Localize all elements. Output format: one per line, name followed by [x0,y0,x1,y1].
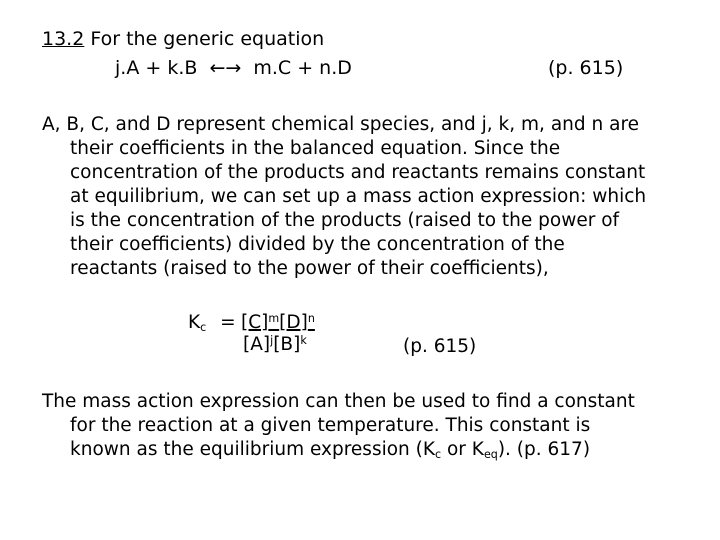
num-d: [D] [279,312,308,333]
paragraph-line: A, B, C, and D represent chemical species, and j, k, m, and n are [42,114,640,135]
kc-denominator [243,333,307,357]
den-a: [A] [243,334,271,355]
kc-symbol [188,311,236,335]
den-k: k [300,333,307,347]
kc-k: K [188,312,201,333]
paragraph-line: is the concentration of the products (raised to the power of [70,210,620,231]
paragraph-line: their coefficients) divided by the concentration of the [70,234,565,255]
line3-post: ). (p. 617) [497,439,591,460]
paragraph-line: their coefficients in the balanced equation. Since the [70,138,561,159]
paragraph-line: reactants (raised to the power of their coefficients), [70,258,549,279]
paragraph-line: for the reaction at a given temperature. This constant is [70,415,591,436]
paragraph-explanation [42,113,692,281]
equilibrium-arrow-icon: ←→ [209,57,242,79]
section-heading [42,27,324,51]
equation-page-ref: (p. 615) [548,57,624,79]
den-b: [B] [273,334,301,355]
kc-numerator [241,311,315,335]
paragraph-constant [42,390,635,462]
paragraph-line: at equilibrium, we can set up a mass action expression: which [70,186,647,207]
paragraph-line: The mass action expression can then be used to find a constant [42,391,635,412]
keq-sub: eq [483,447,498,461]
kc-equals: = [220,312,236,333]
den-j: j [270,333,274,347]
equation-reactants: j.A + k.B [115,57,198,79]
num-n: n [307,311,315,325]
paragraph-line: concentration of the products and reactants remains constant [70,162,646,183]
num-m: m [268,311,280,325]
line3-pre: known as the equilibrium expression (K [70,439,435,460]
equation-products: m.C + n.D [253,57,352,79]
section-number: 13.2 [42,28,85,50]
generic-equation [115,56,352,80]
kc-subscript: c [200,320,207,334]
num-c: [C] [241,312,269,333]
paragraph-line [42,438,635,462]
kc-sub: c [435,447,442,461]
kc-page-ref: (p. 615) [403,336,477,357]
line3-mid: or K [441,439,484,460]
section-intro: For the generic equation [90,28,325,50]
